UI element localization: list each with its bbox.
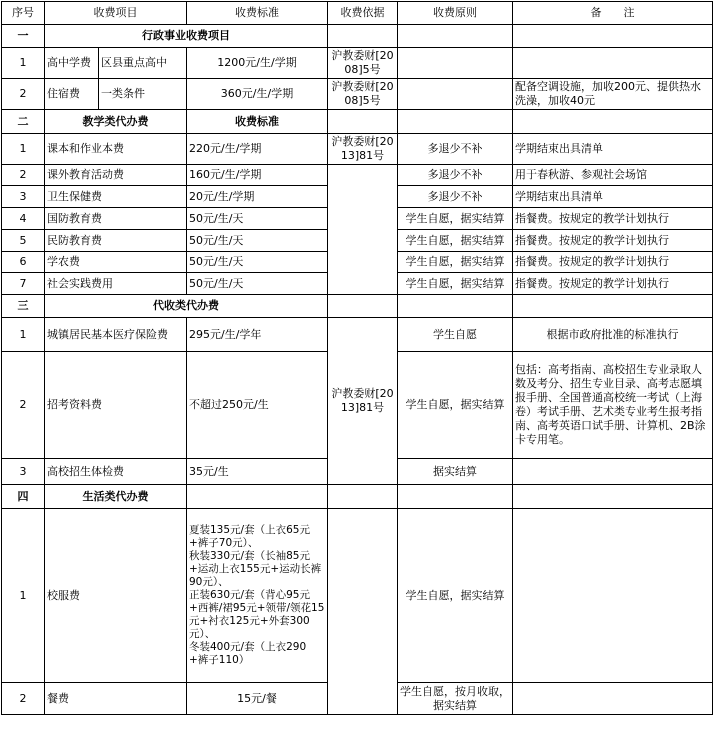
standard-cell: 不超过250元/生: [187, 352, 328, 459]
remark-cell: 配备空调设施，加收200元、提供热水洗澡，加收40元: [513, 79, 713, 110]
section-number: 三: [2, 295, 45, 318]
standard-cell: 夏装135元/套（上衣65元+裤子70元）、 秋装330元/套（长袖85元+运动上衣155元+运动长裤90元）、 正装630元/套（背心95元+西裤/裙95元+领带/领花15元+衬衣125元+外套300元）、 冬装400元/套（上衣290+裤子110）: [187, 509, 328, 683]
section-number: 一: [2, 25, 45, 48]
principle-cell: 多退少不补: [398, 165, 513, 186]
item-subtype: 区县重点高中: [99, 48, 187, 79]
standard-cell: 15元/餐: [187, 683, 328, 715]
remark-cell: 指餐费。按规定的教学计划执行: [513, 208, 713, 230]
table-row: [2, 79, 713, 110]
principle-cell: 学生自愿，据实结算: [398, 252, 513, 273]
basis-cell: 沪教委财[2013]81号: [328, 134, 398, 165]
standard-cell: 160元/生/学期: [187, 165, 328, 186]
header-basis: 收费依据: [328, 2, 398, 25]
item-name: 住宿费: [45, 79, 99, 110]
remark-cell: 学期结束出具清单: [513, 186, 713, 208]
row-number: 6: [2, 252, 45, 273]
section-title: 行政事业收费项目: [45, 25, 328, 48]
header-item: 收费项目: [45, 2, 187, 25]
empty-cell: [513, 683, 713, 715]
header-remark: 备 注: [513, 2, 713, 25]
fee-table: [1, 1, 713, 715]
item-subtype: 一类条件: [99, 79, 187, 110]
item-name: 国防教育费: [45, 208, 187, 230]
empty-cell: [398, 48, 513, 79]
principle-cell: 学生自愿，按月收取，据实结算: [398, 683, 513, 715]
principle-cell: 多退少不补: [398, 186, 513, 208]
item-name: 课本和作业本费: [45, 134, 187, 165]
row-number: 2: [2, 165, 45, 186]
remark-cell: 指餐费。按规定的教学计划执行: [513, 252, 713, 273]
empty-cell: [513, 295, 713, 318]
empty-cell: [328, 25, 398, 48]
table-row: [2, 134, 713, 165]
empty-cell: [513, 485, 713, 509]
header-standard: 收费标准: [187, 2, 328, 25]
empty-cell: [398, 110, 513, 134]
basis-merged-cell: [328, 509, 398, 715]
remark-cell: 包括：高考指南、高校招生专业录取人数及考分、招生专业目录、高考志愿填报手册、全国普通高校统一考试（上海卷）考试手册、艺术类专业考生报考指南、高考英语口试手册、计算机、2B涂卡专用笔。: [513, 352, 713, 459]
standard-cell: 295元/生/学年: [187, 318, 328, 352]
item-name: 社会实践费用: [45, 273, 187, 295]
section-row: [2, 110, 713, 134]
table-row: [2, 509, 713, 683]
item-name: 学农费: [45, 252, 187, 273]
section-column-title: 收费标准: [187, 110, 328, 134]
remark-cell: 学期结束出具清单: [513, 134, 713, 165]
row-number: 3: [2, 459, 45, 485]
row-number: 4: [2, 208, 45, 230]
empty-cell: [398, 79, 513, 110]
remark-cell: 指餐费。按规定的教学计划执行: [513, 230, 713, 252]
row-number: 7: [2, 273, 45, 295]
item-name: 招考资料费: [45, 352, 187, 459]
remark-cell: 指餐费。按规定的教学计划执行: [513, 273, 713, 295]
item-name: 高中学费: [45, 48, 99, 79]
remark-cell: 根据市政府批准的标准执行: [513, 318, 713, 352]
header-principle: 收费原则: [398, 2, 513, 25]
table-row: [2, 318, 713, 352]
item-name: 餐费: [45, 683, 187, 715]
empty-cell: [328, 485, 398, 509]
basis-cell: 沪教委财[2008]5号: [328, 79, 398, 110]
standard-cell: 20元/生/学期: [187, 186, 328, 208]
principle-cell: 学生自愿，据实结算: [398, 273, 513, 295]
empty-cell: [513, 110, 713, 134]
empty-cell: [398, 25, 513, 48]
row-number: 1: [2, 509, 45, 683]
standard-cell: 1200元/生/学期: [187, 48, 328, 79]
row-number: 2: [2, 352, 45, 459]
principle-cell: 多退少不补: [398, 134, 513, 165]
row-number: 3: [2, 186, 45, 208]
section-title: 代收类代办费: [45, 295, 328, 318]
section-row: [2, 485, 713, 509]
item-name: 高校招生体检费: [45, 459, 187, 485]
standard-cell: 50元/生/天: [187, 273, 328, 295]
standard-cell: 50元/生/天: [187, 230, 328, 252]
section-title: 教学类代办费: [45, 110, 187, 134]
section-number: 四: [2, 485, 45, 509]
row-number: 2: [2, 79, 45, 110]
basis-merged-cell: [328, 165, 398, 295]
principle-cell: 据实结算: [398, 459, 513, 485]
row-number: 5: [2, 230, 45, 252]
standard-cell: 50元/生/天: [187, 208, 328, 230]
item-name: 校服费: [45, 509, 187, 683]
standard-cell: 50元/生/天: [187, 252, 328, 273]
section-title: 生活类代办费: [45, 485, 187, 509]
empty-cell: [187, 485, 328, 509]
table-row: [2, 48, 713, 79]
empty-cell: [513, 459, 713, 485]
empty-cell: [328, 295, 398, 318]
item-name: 课外教育活动费: [45, 165, 187, 186]
principle-cell: 学生自愿，据实结算: [398, 352, 513, 459]
principle-cell: 学生自愿，据实结算: [398, 509, 513, 683]
row-number: 2: [2, 683, 45, 715]
section-number: 二: [2, 110, 45, 134]
section-row: [2, 25, 713, 48]
principle-cell: 学生自愿，据实结算: [398, 208, 513, 230]
item-name: 民防教育费: [45, 230, 187, 252]
empty-cell: [513, 509, 713, 683]
row-number: 1: [2, 48, 45, 79]
section-row: [2, 295, 713, 318]
header-row: [2, 2, 713, 25]
empty-cell: [398, 295, 513, 318]
header-no: 序号: [2, 2, 45, 25]
item-name: 卫生保健费: [45, 186, 187, 208]
table-row: [2, 165, 713, 186]
empty-cell: [398, 485, 513, 509]
row-number: 1: [2, 318, 45, 352]
empty-cell: [513, 25, 713, 48]
empty-cell: [513, 48, 713, 79]
standard-cell: 360元/生/学期: [187, 79, 328, 110]
row-number: 1: [2, 134, 45, 165]
item-name: 城镇居民基本医疗保险费: [45, 318, 187, 352]
basis-cell: 沪教委财[2013]81号: [328, 318, 398, 485]
principle-cell: 学生自愿: [398, 318, 513, 352]
standard-cell: 35元/生: [187, 459, 328, 485]
standard-cell: 220元/生/学期: [187, 134, 328, 165]
empty-cell: [328, 110, 398, 134]
principle-cell: 学生自愿，据实结算: [398, 230, 513, 252]
remark-cell: 用于春秋游、参观社会场馆: [513, 165, 713, 186]
basis-cell: 沪教委财[2008]5号: [328, 48, 398, 79]
